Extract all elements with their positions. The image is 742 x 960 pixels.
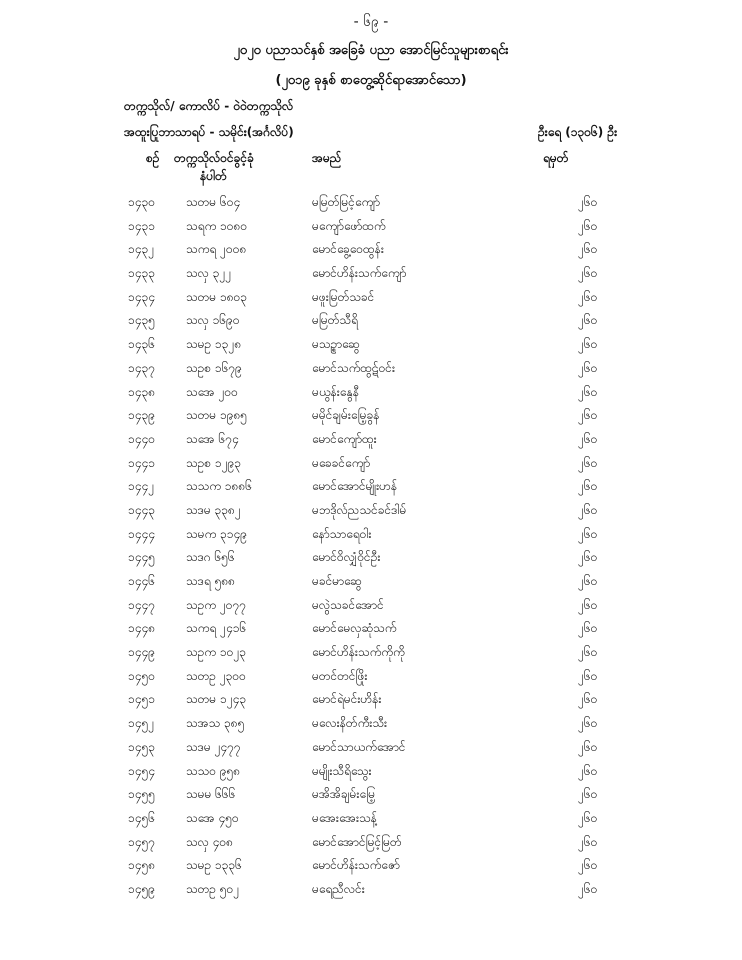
major-line: အထူးပြုဘာသာရပ် - သမိုင်း(အင်္ဂလိပ်) (124, 125, 294, 139)
roll-number: သတမ ၁၈၀၃ (186, 289, 248, 304)
roll-number: သလှ ၃၂၂ (186, 266, 232, 281)
student-name: မမြတ်မြင့်ကျော် (312, 195, 381, 209)
table-row (0, 427, 742, 451)
row-number: ၁၄၃၂ (128, 242, 155, 257)
row-number: ၁၄၃၅ (128, 313, 155, 328)
student-name: မယွန်းနွေနီ (312, 384, 359, 399)
table-row (0, 711, 742, 735)
roll-number: သဒမ ၃၃၈၂ (186, 502, 241, 517)
roll-number: သလှ ၁၆၉၀ (186, 313, 240, 328)
student-name: မောင်မေလှဆုံသက် (312, 621, 397, 636)
student-name: မောင်အောင်မြင့်မြတ် (312, 834, 402, 849)
row-number: ၁၄၃၃ (128, 266, 155, 281)
results-list (0, 190, 742, 901)
column-header-name: အမည် (312, 151, 342, 165)
column-header-roll: တက္ကသိုလ်ဝင်ခွင့်ခုံ (174, 151, 254, 165)
table-row (0, 261, 742, 285)
row-number: ၁၄၅၆ (128, 810, 155, 825)
student-name: မလေးနိတ်ကီးသီး (312, 716, 387, 731)
student-name: မောင်ဟိန်းသက်ဇော် (312, 858, 400, 873)
roll-number: သဒဂ ၆၅၆ (186, 550, 235, 565)
row-number: ၁၄၄၄ (128, 526, 155, 541)
table-row (0, 687, 742, 711)
score: ၂၆၀ (578, 858, 598, 873)
score: ၂၆၀ (578, 266, 598, 281)
row-number: ၁၄၄၃ (128, 502, 155, 517)
student-name: မတင်တင်ဖြိုး (312, 668, 368, 683)
roll-number: သမမ ၆၆၆ (186, 787, 236, 802)
score: ၂၆၀ (578, 431, 598, 446)
score: ၂၆၀ (578, 739, 598, 754)
row-number: ၁၄၃၇ (128, 360, 155, 375)
row-number: ၁၄၃၉ (128, 408, 155, 423)
row-number: ၁၄၄၁ (128, 455, 155, 470)
row-number: ၁၄၄၅ (128, 550, 155, 565)
score: ၂၆၀ (578, 787, 598, 802)
table-row (0, 190, 742, 214)
roll-number: သဥစ ၁၆၇၉ (186, 360, 242, 375)
row-number: ၁၄၅၄ (128, 763, 155, 778)
row-number: ၁၄၅၅ (128, 787, 155, 802)
student-name: မလွဲသခင်အောင် (312, 597, 384, 612)
roll-number: သကရ ၂၄၁၆ (186, 621, 247, 636)
roll-number: သတမ ၆၀၄ (186, 195, 241, 209)
table-row (0, 214, 742, 238)
score: ၂၆၀ (578, 716, 598, 731)
row-number: ၁၄၅၇ (128, 834, 155, 849)
table-row (0, 474, 742, 498)
score: ၂၆၀ (578, 692, 598, 707)
table-row (0, 237, 742, 261)
page-number: - ၆၉ - (353, 14, 389, 30)
row-number: ၁၄၅၁ (128, 692, 155, 707)
score: ၂၆၀ (578, 597, 598, 612)
score: ၂၆၀ (578, 455, 598, 470)
table-row (0, 806, 742, 830)
table-row (0, 285, 742, 309)
student-name: မောင်အောင်မျိုးဟန် (312, 479, 398, 494)
student-name: မမြတ်သီရိ (312, 313, 358, 328)
score: ၂၆၀ (578, 763, 598, 778)
score: ၂၆၀ (578, 313, 598, 328)
score: ၂၆၀ (578, 645, 598, 660)
roll-number: သအေ ၄၅၀ (186, 810, 239, 825)
score: ၂၆၀ (578, 881, 598, 896)
student-name: မရေညီလင်း (312, 881, 365, 896)
table-row (0, 308, 742, 332)
university-line: တက္ကသိုလ်/ ကောလိပ် - ဝဲဝဲတက္ကသိုလ် (124, 99, 294, 113)
score: ၂၆၀ (578, 834, 598, 849)
roll-number: သအေ ၆၇၄ (186, 431, 239, 446)
column-header-score: ရမှတ် (543, 151, 569, 165)
roll-number: သကရ ၂၀၀၈ (186, 242, 247, 257)
student-name: မကျော်ဖော်ထက် (312, 218, 386, 233)
row-number: ၁၄၄၂ (128, 479, 155, 494)
roll-number: သဒမ ၂၄၇၇ (186, 739, 241, 754)
table-row (0, 332, 742, 356)
roll-number: သတမ ၁၂၄၃ (186, 692, 247, 707)
roll-number: သသက ၁၈၈၆ (186, 479, 252, 494)
row-number: ၁၄၄၆ (128, 574, 155, 588)
roll-number: သရက ၁၀၈၀ (186, 218, 248, 233)
score: ၂၆၀ (578, 526, 598, 541)
table-row (0, 403, 742, 427)
score: ၂၆၀ (578, 621, 598, 636)
score: ၂၆၀ (578, 550, 598, 565)
column-header-roll-number: နံပါတ် (200, 169, 227, 183)
roll-number: သလှ ၄၀၈ (186, 834, 234, 849)
score: ၂၆၀ (578, 218, 598, 233)
student-name: မခေခင်ကျော် (312, 455, 371, 470)
table-row (0, 380, 742, 404)
roll-number: သတဥ ၅၀၂ (186, 881, 240, 896)
table-row (0, 569, 742, 593)
roll-number: သတဥ ၂၃၀၀ (186, 668, 246, 683)
row-number: ၁၄၄၈ (128, 621, 156, 636)
table-row (0, 664, 742, 688)
student-name: မောင်ဟိန်းသက်ကျော် (312, 266, 407, 281)
table-row (0, 640, 742, 664)
table-row (0, 735, 742, 759)
score: ၂၆၀ (578, 502, 598, 517)
row-number: ၁၄၄၉ (128, 645, 155, 660)
roll-number: သအသ ၃၈၅ (186, 716, 245, 731)
count-header: ဦးရေ (၁၃၀၆) ဦး (538, 125, 618, 139)
row-number: ၁၄၃၁ (128, 218, 155, 233)
roll-number: သဒရ ၅၈၈ (186, 574, 236, 588)
row-number: ၁၄၅၀ (128, 668, 155, 683)
column-header-no: စဉ် (146, 151, 160, 165)
table-row (0, 877, 742, 901)
student-name: မောင်သက်ထွဋ်ဝင်း (312, 360, 396, 375)
score: ၂၆၀ (578, 574, 598, 588)
roll-number: သသဝ ၉၅၈ (186, 763, 241, 778)
score: ၂၆၀ (578, 360, 598, 375)
student-name: မောင်ကျော်ထူး (312, 431, 377, 446)
row-number: ၁၄၅၉ (128, 881, 155, 896)
roll-number: သတမ ၁၉၈၅ (186, 408, 248, 423)
row-number: ၁၄၅၈ (128, 858, 156, 873)
roll-number: သအေ ၂၀၀ (186, 384, 238, 399)
score: ၂၆၀ (578, 242, 598, 257)
student-name: မသဥ္စာဆွေ (312, 337, 360, 352)
row-number: ၁၄၄၇ (128, 597, 155, 612)
score: ၂၆၀ (578, 479, 598, 494)
student-name: မောင်ဟိန်းသက်ကိုကို (312, 645, 405, 660)
score: ၂၆၀ (578, 384, 598, 399)
table-row (0, 782, 742, 806)
table-row (0, 616, 742, 640)
roll-number: သဥက ၂၀၇၇ (186, 597, 246, 612)
table-row (0, 356, 742, 380)
score: ၂၆၀ (578, 668, 598, 683)
table-row (0, 498, 742, 522)
roll-number: သဥက ၁၀၂၃ (186, 645, 246, 660)
student-name: မောင်သာယက်အောင် (312, 739, 406, 754)
row-number: ၁၄၅၃ (128, 739, 155, 754)
score: ၂၆၀ (578, 408, 598, 423)
student-name: နော်သာရေ၀ါး (312, 526, 372, 541)
student-name: မောင်ရဲမင်းဟိန်း (312, 692, 382, 707)
student-name: မဘဒိုလ်ညသင်ခင်ဒါမ် (312, 502, 407, 517)
roll-number: သဥစ ၁၂၉၃ (186, 455, 241, 470)
table-row (0, 830, 742, 854)
document-title: ၂၀၂၀ ပညာသင်နှစ် အခြေခံ ပညာ အောင်မြင်သူများစာရင်း (233, 43, 509, 58)
roll-number: သမဥ ၁၃၂၈ (186, 337, 242, 352)
row-number: ၁၄၅၂ (128, 716, 155, 731)
row-number: ၁၄၃၄ (128, 289, 155, 304)
score: ၂၆၀ (578, 195, 598, 209)
table-row (0, 759, 742, 783)
table-row (0, 522, 742, 546)
table-row (0, 853, 742, 877)
student-name: မအေးအေးသန့် (312, 810, 377, 825)
table-row (0, 593, 742, 617)
student-name: မောင်ဝိလျှံဝိုင်ဦး (312, 550, 381, 565)
score: ၂၆၀ (578, 810, 598, 825)
score: ၂၆၀ (578, 337, 598, 352)
row-number: ၁၄၄၀ (128, 431, 155, 446)
table-row (0, 451, 742, 475)
score: ၂၆၀ (578, 289, 598, 304)
roll-number: သမဥ ၁၃၃၆ (186, 858, 242, 873)
document-subtitle: (၂၀၁၉ ခုနှစ် စာတွေ့ဆိုင်ရာအောင်သော) (275, 73, 467, 88)
row-number: ၁၄၃၀ (128, 195, 155, 209)
student-name: မမိုင်ချမ်းမြေ့ခွန် (312, 408, 380, 423)
student-name: မမျိုးသီရိသွေး (312, 763, 372, 778)
row-number: ၁၄၃၈ (128, 384, 156, 399)
row-number: ၁၄၃၆ (128, 337, 155, 352)
student-name: မဖူးမြတ်သခင် (312, 289, 375, 304)
student-name: မောင်ခွေ့ဝေထွန်း (312, 242, 384, 257)
student-name: မခင်မာဆွေ (312, 574, 362, 588)
roll-number: သမက ၃၁၄၉ (186, 526, 248, 541)
table-row (0, 545, 742, 569)
student-name: မအိအိချမ်းမြေ့ (312, 787, 376, 802)
